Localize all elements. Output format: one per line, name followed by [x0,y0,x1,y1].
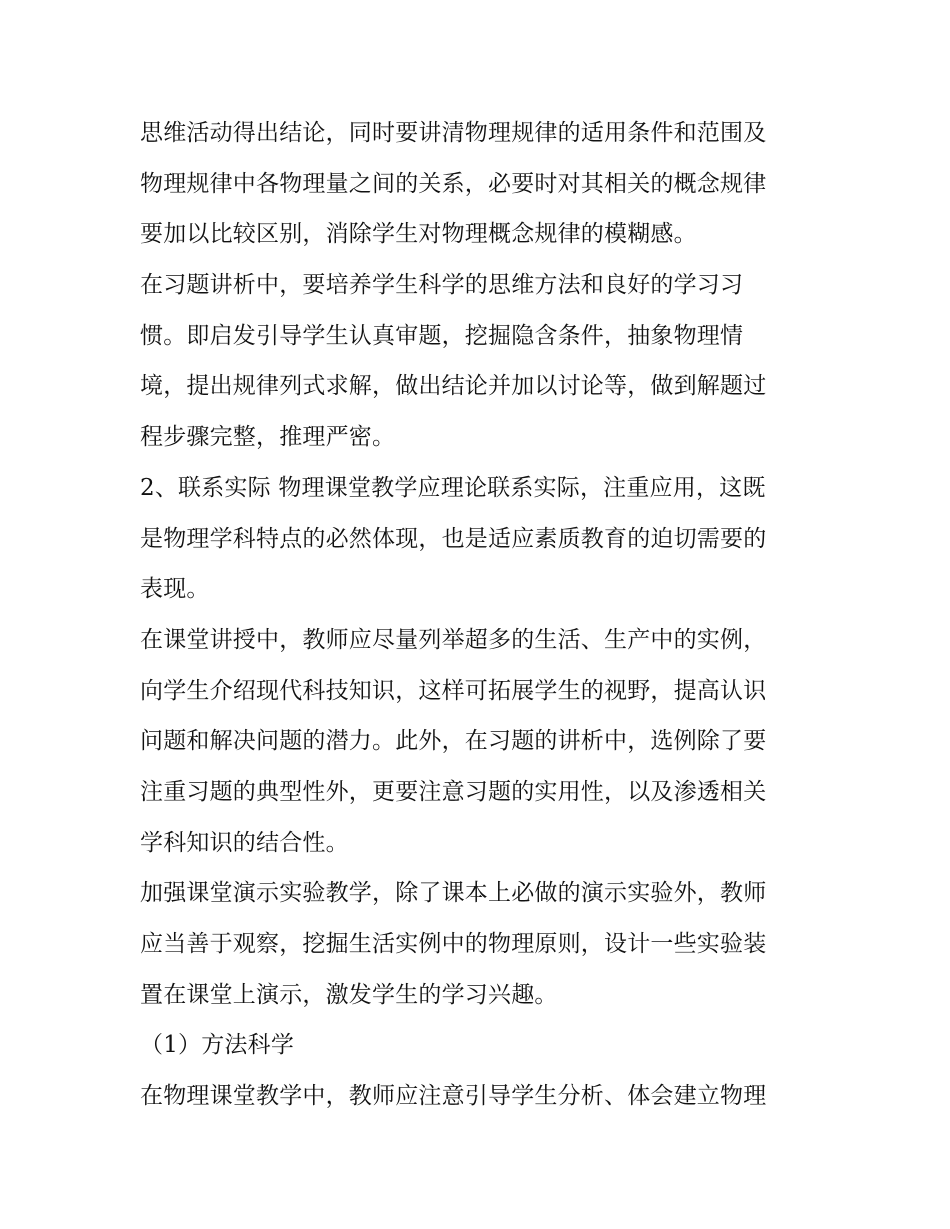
text-line: 加强课堂演示实验教学，除了课本上必做的演示实验外，教师 [140,880,767,907]
text-line: 在课堂讲授中，教师应尽量列举超多的生活、生产中的实例， [140,626,767,653]
text-line: 境，提出规律列式求解，做出结论并加以讨论等，做到解题过 [140,373,767,400]
text-line: 要加以比较区别，消除学生对物理概念规律的模糊感。 [140,221,697,248]
text-line: 惯。即启发引导学生认真审题，挖掘隐含条件，抽象物理情 [140,322,744,349]
section-heading: 2、联系实际 物理课堂教学应理论联系实际，注重应用，这既 [140,474,766,501]
text-line: 表现。 [140,576,210,603]
text-line: 程步骤完整，推理严密。 [140,424,396,451]
text-line: 思维活动得出结论，同时要讲清物理规律的适用条件和范围及 [140,120,767,146]
text-line: 注重习题的典型性外，更要注意习题的实用性，以及渗透相关 [140,778,767,805]
text-line: 学科知识的结合性。 [140,829,349,856]
text-line: 应当善于观察，挖掘生活实例中的物理原则，设计一些实验装 [140,931,767,957]
text-line: 在习题讲析中，要培养学生科学的思维方法和良好的学习习 [140,272,744,299]
text-line: 置在课堂上演示，激发学生的学习兴趣。 [140,981,558,1008]
subsection-heading: （1）方法科学 [140,1032,295,1059]
text-line: 是物理学科特点的必然体现，也是适应素质教育的迫切需要的 [140,525,767,552]
text-line: 问题和解决问题的潜力。此外，在习题的讲析中，选例除了要 [140,728,767,755]
text-line: 向学生介绍现代科技知识，这样可拓展学生的视野，提高认识 [140,677,767,704]
text-line: 物理规律中各物理量之间的关系，必要时对其相关的概念规律 [140,170,767,197]
text-line: 在物理课堂教学中，教师应注意引导学生分析、体会建立物理 [140,1083,767,1110]
document-body [140,108,820,1122]
